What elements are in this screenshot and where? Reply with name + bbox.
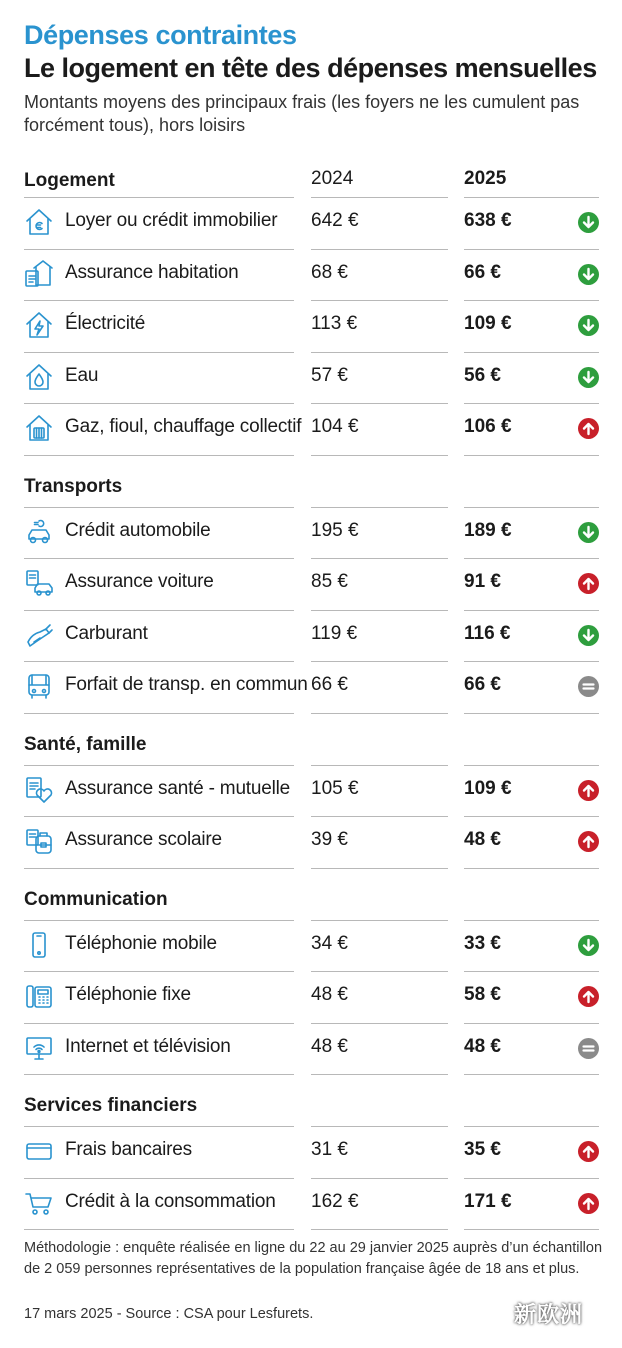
value-2024: 162 € bbox=[311, 1190, 359, 1212]
table-row bbox=[0, 1178, 622, 1229]
table-row bbox=[0, 403, 622, 454]
column-header-2024: 2024 bbox=[311, 168, 354, 189]
row-label: Assurance santé - mutuelle bbox=[65, 777, 291, 799]
row-label: Forfait de transp. en commun bbox=[65, 674, 308, 695]
table-row bbox=[0, 765, 622, 816]
value-2025: 109 € bbox=[464, 313, 512, 334]
arrow-up-icon bbox=[578, 780, 599, 801]
row-separator bbox=[24, 1229, 294, 1230]
value-2025: 58 € bbox=[464, 984, 501, 1005]
monitor-wifi-icon bbox=[24, 1033, 54, 1063]
car-euro-icon bbox=[24, 517, 54, 547]
table-row bbox=[0, 1023, 622, 1074]
mobile-phone-icon bbox=[24, 930, 54, 960]
row-label: Loyer ou crédit immobilier bbox=[65, 210, 278, 231]
value-2025: 35 € bbox=[464, 1139, 501, 1160]
section-title: Communication bbox=[24, 888, 168, 910]
value-2025: 33 € bbox=[464, 932, 501, 954]
value-2024: 48 € bbox=[311, 1035, 348, 1057]
value-2024: 642 € bbox=[311, 210, 359, 231]
bank-card-icon bbox=[24, 1136, 54, 1166]
table-row bbox=[0, 197, 622, 248]
kicker: Dépenses contraintes bbox=[24, 20, 297, 50]
value-2024: 31 € bbox=[311, 1139, 348, 1160]
fuel-nozzle-icon bbox=[24, 620, 54, 650]
value-2024: 119 € bbox=[311, 622, 358, 644]
section-title: Santé, famille bbox=[24, 733, 147, 755]
row-separator bbox=[464, 713, 599, 714]
table-row bbox=[0, 352, 622, 403]
table-row bbox=[0, 610, 622, 661]
row-label: Électricité bbox=[65, 313, 146, 334]
value-2024: 48 € bbox=[311, 984, 348, 1005]
row-separator bbox=[24, 868, 294, 869]
table-row bbox=[0, 816, 622, 867]
row-label: Assurance habitation bbox=[65, 261, 239, 283]
arrow-up-icon bbox=[578, 1141, 599, 1162]
bus-icon bbox=[24, 671, 54, 701]
value-2025: 638 € bbox=[464, 210, 512, 231]
column-header-2025: 2025 bbox=[464, 168, 507, 189]
methodology-note: Méthodologie : enquête réalisée en ligne du 22 au 29 janvier 2025 auprès d’un échantillon de 2 059 personnes représentatives de la population française âgée de 18 ans et plus. bbox=[24, 1240, 603, 1277]
house-euro-icon bbox=[24, 207, 54, 237]
value-2024: 34 € bbox=[311, 932, 348, 954]
row-label: Assurance scolaire bbox=[65, 829, 222, 850]
landline-phone-icon bbox=[24, 981, 54, 1011]
row-separator bbox=[464, 455, 599, 456]
arrow-up-icon bbox=[578, 986, 599, 1007]
table-row bbox=[0, 920, 622, 971]
row-separator bbox=[464, 1229, 599, 1230]
subtitle: Montants moyens des principaux frais (les foyers ne les cumulent pas forcément tous), hors loisirs bbox=[24, 92, 580, 135]
row-label: Téléphonie mobile bbox=[65, 932, 217, 954]
equal-icon bbox=[578, 1038, 599, 1059]
row-separator bbox=[311, 455, 448, 456]
table-row bbox=[0, 507, 622, 558]
row-label: Gaz, fioul, chauffage collectif bbox=[65, 416, 302, 437]
row-label: Crédit automobile bbox=[65, 519, 211, 541]
arrow-down-icon bbox=[578, 367, 599, 388]
value-2024: 105 € bbox=[311, 777, 359, 799]
table-row bbox=[0, 661, 622, 712]
value-2025: 66 € bbox=[464, 674, 501, 695]
source-line: 17 mars 2025 - Source : CSA pour Lesfurets. bbox=[24, 1306, 314, 1322]
value-2025: 66 € bbox=[464, 261, 501, 283]
value-2025: 48 € bbox=[464, 1035, 501, 1057]
value-2025: 91 € bbox=[464, 571, 501, 592]
arrow-down-icon bbox=[578, 625, 599, 646]
health-document-heart-icon bbox=[24, 775, 54, 805]
value-2024: 195 € bbox=[311, 519, 359, 541]
table-row bbox=[0, 971, 622, 1022]
watermark: 新欧洲 bbox=[514, 1302, 584, 1327]
row-label: Crédit à la consommation bbox=[65, 1190, 276, 1212]
arrow-down-icon bbox=[578, 264, 599, 285]
car-document-icon bbox=[24, 568, 54, 598]
arrow-up-icon bbox=[578, 831, 599, 852]
value-2024: 66 € bbox=[311, 674, 348, 695]
row-label: Eau bbox=[65, 364, 99, 386]
value-2025: 116 € bbox=[464, 622, 511, 644]
row-label: Assurance voiture bbox=[65, 571, 214, 592]
arrow-up-icon bbox=[578, 1193, 599, 1214]
table-row bbox=[0, 249, 622, 300]
row-separator bbox=[311, 1229, 448, 1230]
value-2024: 113 € bbox=[311, 313, 358, 334]
row-separator bbox=[311, 713, 448, 714]
section-title: Services financiers bbox=[24, 1095, 198, 1116]
shopping-cart-icon bbox=[24, 1188, 54, 1218]
value-2025: 56 € bbox=[464, 364, 501, 386]
value-2024: 68 € bbox=[311, 261, 348, 283]
value-2024: 57 € bbox=[311, 364, 348, 386]
value-2025: 48 € bbox=[464, 829, 501, 850]
row-separator bbox=[24, 1074, 294, 1075]
row-separator bbox=[464, 868, 599, 869]
row-separator bbox=[311, 868, 448, 869]
value-2024: 85 € bbox=[311, 571, 348, 592]
table-row bbox=[0, 1126, 622, 1177]
value-2025: 189 € bbox=[464, 519, 512, 541]
arrow-down-icon bbox=[578, 212, 599, 233]
arrow-up-icon bbox=[578, 573, 599, 594]
arrow-down-icon bbox=[578, 935, 599, 956]
house-water-drop-icon bbox=[24, 362, 54, 392]
row-label: Internet et télévision bbox=[65, 1035, 231, 1057]
table-row bbox=[0, 558, 622, 609]
arrow-down-icon bbox=[578, 315, 599, 336]
house-document-icon bbox=[24, 259, 54, 289]
table-row bbox=[0, 300, 622, 351]
row-label: Carburant bbox=[65, 622, 148, 644]
row-separator bbox=[311, 1074, 448, 1075]
equal-icon bbox=[578, 676, 599, 697]
house-lightning-icon bbox=[24, 310, 54, 340]
row-separator bbox=[464, 1074, 599, 1075]
row-label: Frais bancaires bbox=[65, 1139, 192, 1160]
house-radiator-icon bbox=[24, 413, 54, 443]
arrow-down-icon bbox=[578, 522, 599, 543]
value-2025: 106 € bbox=[464, 416, 512, 437]
value-2025: 171 € bbox=[464, 1190, 512, 1212]
value-2025: 109 € bbox=[464, 777, 512, 799]
row-separator bbox=[24, 713, 294, 714]
value-2024: 104 € bbox=[311, 416, 359, 437]
row-label: Téléphonie fixe bbox=[65, 984, 191, 1005]
section-title: Logement bbox=[24, 170, 115, 191]
section-title: Transports bbox=[24, 475, 123, 497]
arrow-up-icon bbox=[578, 418, 599, 439]
row-separator bbox=[24, 455, 294, 456]
value-2024: 39 € bbox=[311, 829, 348, 850]
school-bag-icon bbox=[24, 826, 54, 856]
page-title: Le logement en tête des dépenses mensuelles bbox=[24, 53, 597, 83]
